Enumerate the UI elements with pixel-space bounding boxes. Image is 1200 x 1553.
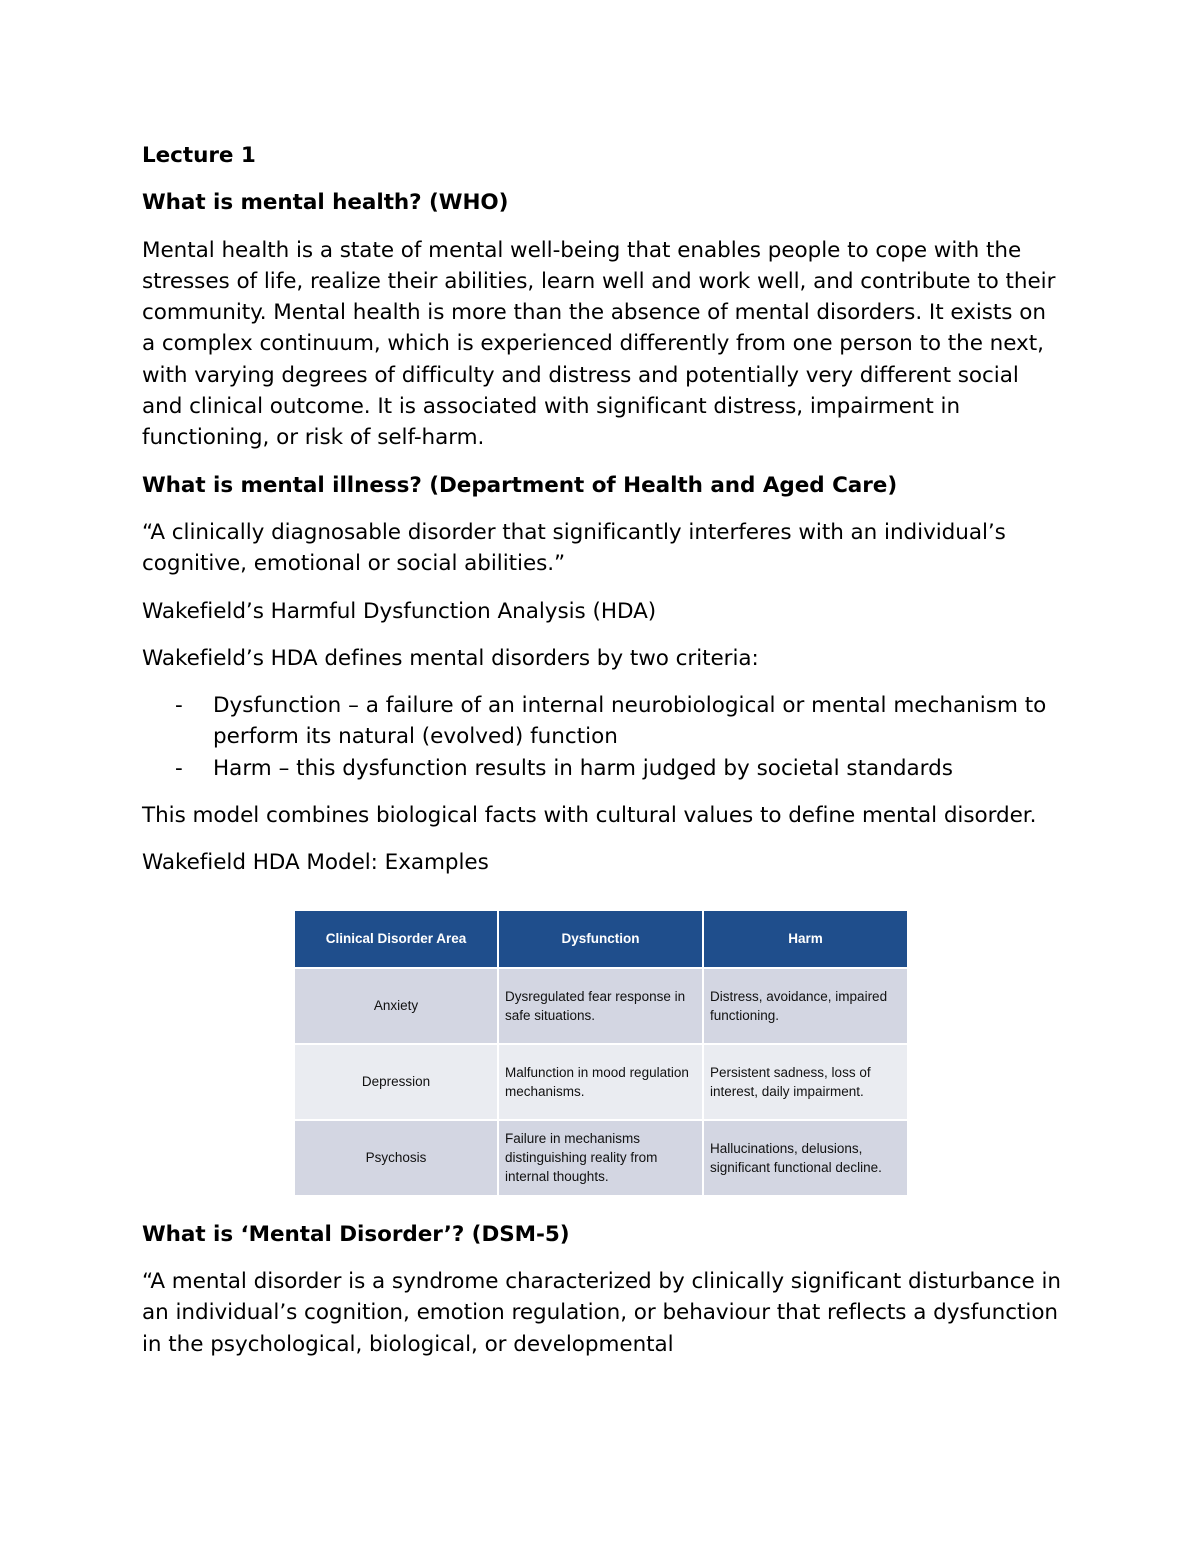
- hda-subheading: Wakefield’s Harmful Dysfunction Analysis (HDA): [142, 598, 657, 624]
- hda-criteria-list: [142, 690, 1062, 784]
- heading-mental-health: What is mental health? (WHO): [142, 190, 509, 216]
- hda-examples-label: Wakefield HDA Model: Examples: [142, 850, 489, 876]
- bullet-dash: -: [175, 755, 183, 781]
- cell-harm: Hallucinations, delusions, significant functional decline.: [703, 1120, 908, 1196]
- criterion-dysfunction: Dysfunction – a failure of an internal neurobiological or mental mechanism to perform its natural (evolved) function: [213, 693, 1047, 750]
- table-header-row: [294, 910, 908, 968]
- cell-dysfunction: Dysregulated fear response in safe situations.: [498, 968, 703, 1044]
- header-dysfunction: Dysfunction: [498, 910, 703, 968]
- cell-area: Anxiety: [294, 968, 498, 1044]
- hda-examples-table-image: [293, 909, 907, 1197]
- hda-examples-table: [293, 909, 909, 1197]
- bullet-dash: -: [175, 693, 183, 719]
- table-row: [294, 1120, 908, 1196]
- criterion-harm: Harm – this dysfunction results in harm judged by societal standards: [213, 755, 953, 781]
- lecture-title: Lecture 1: [142, 143, 256, 168]
- dsm5-quote: “A mental disorder is a syndrome characterized by clinically significant disturbance in an individual’s cognition, emotion regulation, or behaviour that reflects a dysfunction in the psychological, biological, or developmental: [142, 1268, 1061, 1357]
- document-page: [142, 140, 1062, 1376]
- header-clinical-disorder-area: Clinical Disorder Area: [294, 910, 498, 968]
- mental-illness-quote: “A clinically diagnosable disorder that significantly interferes with an individual’s cognitive, emotional or social abilities.”: [142, 519, 1006, 577]
- header-harm: Harm: [703, 910, 908, 968]
- heading-mental-disorder: What is ‘Mental Disorder’? (DSM-5): [142, 1221, 570, 1247]
- hda-conclusion: This model combines biological facts with cultural values to define mental disorder.: [142, 803, 1037, 829]
- cell-dysfunction: Failure in mechanisms distinguishing reality from internal thoughts.: [498, 1120, 703, 1196]
- list-item: [142, 690, 1062, 753]
- cell-area: Psychosis: [294, 1120, 498, 1196]
- cell-dysfunction: Malfunction in mood regulation mechanisms.: [498, 1044, 703, 1120]
- heading-mental-illness: What is mental illness? (Department of Health and Aged Care): [142, 472, 898, 498]
- mental-health-definition: Mental health is a state of mental well-being that enables people to cope with the stresses of life, realize their abilities, learn well and work well, and contribute to their community. Mental health is more than the absence of mental disorders. It exists on a complex continuum, which is experienced differently from one person to the next, with varying degrees of difficulty and distress and potentially very different social and clinical outcome. It is associated with significant distress, impairment in functioning, or risk of self-harm.: [142, 237, 1056, 451]
- table-row: [294, 968, 908, 1044]
- list-item: [142, 753, 1062, 784]
- cell-harm: Distress, avoidance, impaired functioning.: [703, 968, 908, 1044]
- table-row: [294, 1044, 908, 1120]
- cell-harm: Persistent sadness, loss of interest, daily impairment.: [703, 1044, 908, 1120]
- hda-intro: Wakefield’s HDA defines mental disorders by two criteria:: [142, 645, 759, 671]
- cell-area: Depression: [294, 1044, 498, 1120]
